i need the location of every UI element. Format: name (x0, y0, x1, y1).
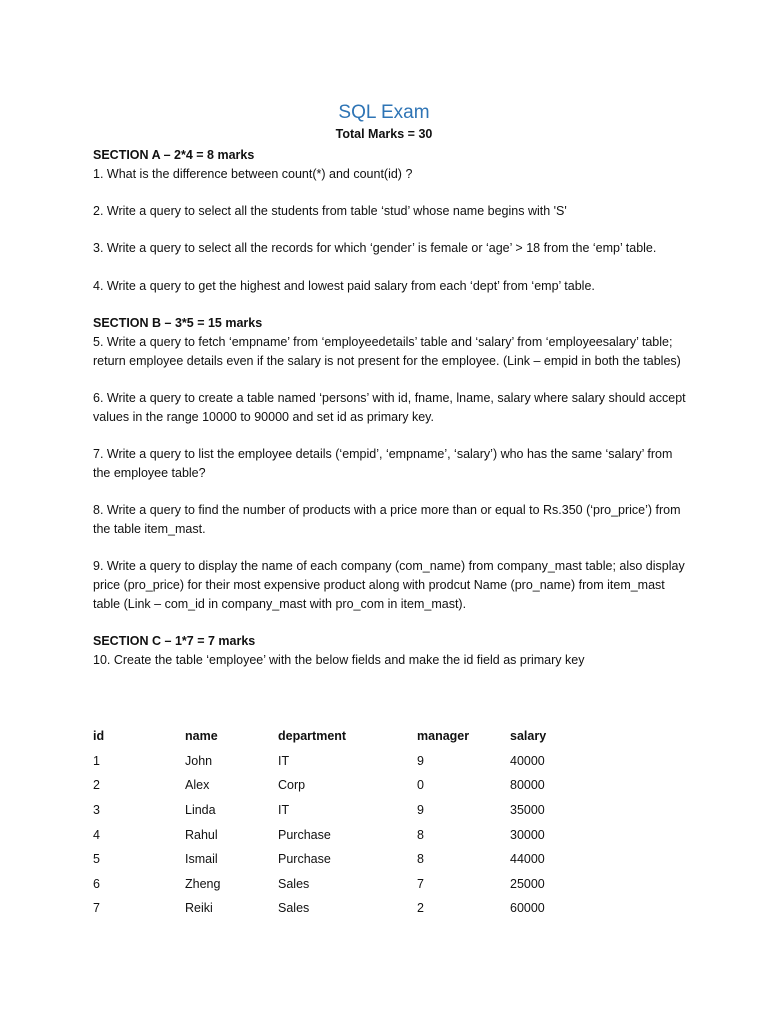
cell-department: Sales (278, 876, 310, 891)
column-header-manager: manager (417, 729, 470, 744)
cell-salary: 60000 (510, 901, 545, 916)
section-b-heading: SECTION B – 3*5 = 15 marks (93, 316, 263, 331)
cell-salary: 35000 (510, 803, 545, 818)
cell-department: Sales (278, 901, 310, 916)
cell-name: Rahul (185, 827, 218, 842)
column-header-id: id (93, 729, 105, 744)
table-row (93, 773, 590, 798)
cell-department: Corp (278, 778, 306, 793)
question-4: 4. Write a query to get the highest and lowest paid salary from each ‘dept’ from ‘emp’ table. (93, 278, 595, 293)
cell-id: 5 (93, 852, 100, 867)
column-header-salary: salary (510, 729, 547, 744)
cell-salary: 40000 (510, 753, 545, 768)
table-row (93, 822, 590, 847)
cell-department: IT (278, 803, 290, 818)
cell-manager: 8 (417, 852, 424, 867)
cell-department: IT (278, 753, 290, 768)
cell-salary: 30000 (510, 827, 545, 842)
question-5: 5. Write a query to fetch ‘empname’ from ‘employeedetails’ table and ‘salary’ from ‘employeesalary’ table; return employee details even if the salary is not present for the employee. (Link – empid in both the tables) (93, 334, 681, 368)
table-row (93, 798, 590, 823)
question-1: 1. What is the difference between count(*) and count(id) ? (93, 166, 413, 181)
section-c-heading: SECTION C – 1*7 = 7 marks (93, 634, 256, 649)
cell-manager: 9 (417, 803, 424, 818)
cell-id: 3 (93, 803, 100, 818)
cell-department: Purchase (278, 827, 331, 842)
cell-id: 6 (93, 876, 100, 891)
table-header-row (93, 724, 590, 749)
cell-manager: 8 (417, 827, 424, 842)
cell-name: Reiki (185, 901, 213, 916)
cell-id: 2 (93, 778, 100, 793)
cell-department: Purchase (278, 852, 331, 867)
table-row (93, 749, 590, 774)
cell-name: Alex (185, 778, 210, 793)
cell-name: Ismail (185, 852, 218, 867)
table-row (93, 847, 590, 872)
cell-manager: 0 (417, 778, 424, 793)
cell-salary: 44000 (510, 852, 545, 867)
cell-id: 4 (93, 827, 100, 842)
question-8: 8. Write a query to find the number of products with a price more than or equal to Rs.350 (‘pro_price’) from the table item_mast. (93, 503, 681, 536)
cell-name: Linda (185, 803, 216, 818)
table-row (93, 872, 590, 897)
cell-manager: 2 (417, 901, 424, 916)
question-6: 6. Write a query to create a table named ‘persons’ with id, fname, lname, salary where salary should accept values in the range 10000 to 90000 and set id as primary key. (93, 391, 686, 424)
question-9: 9. Write a query to display the name of each company (com_name) from company_mast table; also display price (pro_price) for their most expensive product along with prodcut Name (pro_name) from item_mast table (Link – com_id in company_mast with pro_com in item_mast). (93, 559, 685, 611)
cell-name: Zheng (185, 876, 221, 891)
table-row (93, 896, 590, 921)
cell-salary: 25000 (510, 876, 545, 891)
question-10: 10. Create the table ‘employee’ with the below fields and make the id field as primary key (93, 652, 585, 667)
total-marks: Total Marks = 30 (335, 127, 433, 141)
question-3: 3. Write a query to select all the records for which ‘gender’ is female or ‘age’ > 18 from the ‘emp’ table. (93, 241, 657, 256)
section-a-heading: SECTION A – 2*4 = 8 marks (93, 148, 255, 162)
question-2: 2. Write a query to select all the students from table ‘stud’ whose name begins with 'S' (93, 204, 567, 219)
column-header-department: department (278, 729, 347, 744)
cell-id: 7 (93, 901, 100, 916)
column-header-name: name (185, 729, 218, 744)
cell-manager: 9 (417, 753, 424, 768)
cell-salary: 80000 (510, 778, 545, 793)
question-7: 7. Write a query to list the employee details (‘empid’, ‘empname’, ‘salary’) who has the same ‘salary’ from the employee table? (93, 447, 673, 480)
cell-id: 1 (93, 753, 100, 768)
exam-content (93, 146, 693, 670)
cell-name: John (185, 753, 213, 768)
cell-manager: 7 (417, 876, 424, 891)
employee-table (93, 724, 590, 921)
document-title: SQL Exam (338, 102, 430, 123)
